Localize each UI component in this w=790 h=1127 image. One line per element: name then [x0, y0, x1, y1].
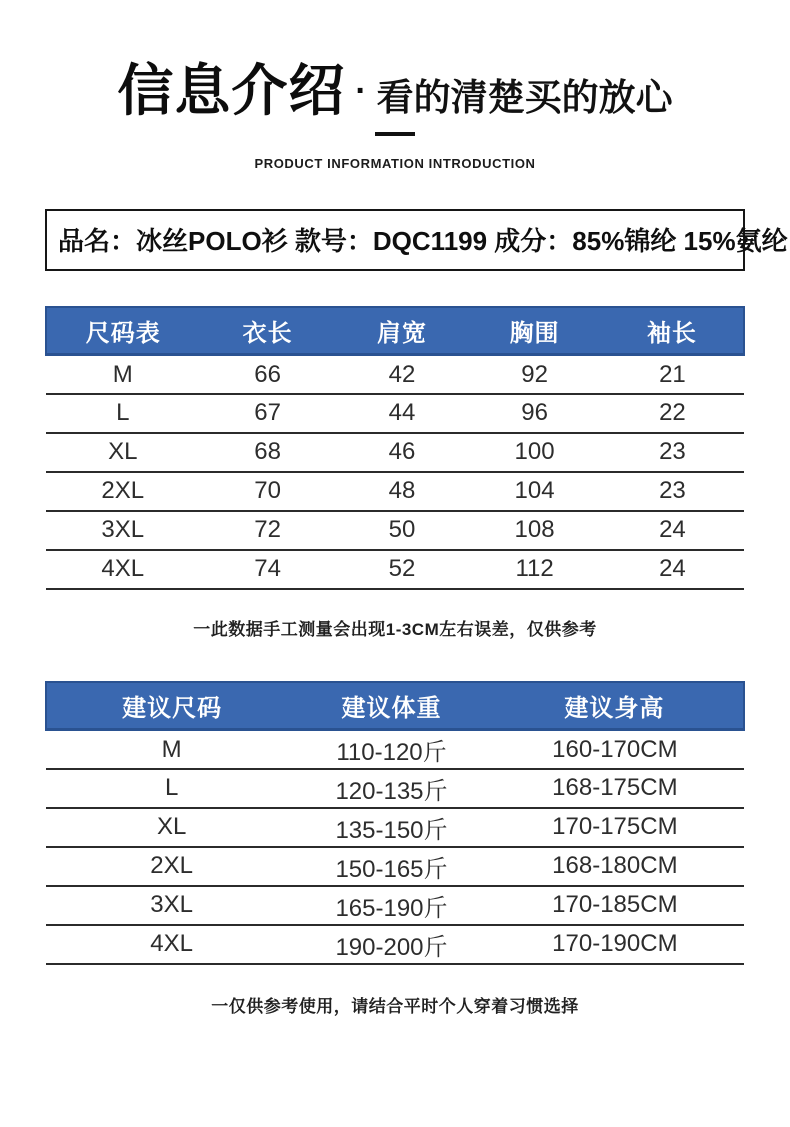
table-cell: 48: [336, 472, 469, 511]
title-main: 信息介绍: [117, 59, 346, 122]
table-cell: M: [46, 730, 297, 769]
table-cell: 70: [200, 472, 336, 511]
size-table-header-row: [46, 307, 744, 355]
product-info-text: 品名：冰丝POLO衫 款号：DQC1199 成分：85%锦纶 15%氨纶: [58, 226, 788, 257]
table-cell: 66: [200, 355, 336, 394]
table-cell: 104: [468, 472, 601, 511]
table-row: [46, 472, 744, 511]
table-cell: 24: [601, 511, 744, 550]
table-cell: 4XL: [46, 925, 297, 964]
column-header: 衣长: [200, 307, 336, 355]
table-cell: 170-190CM: [486, 925, 744, 964]
table-row: [46, 433, 744, 472]
table-cell: 67: [200, 394, 336, 433]
column-header: 建议体重: [297, 682, 485, 730]
table-cell: 46: [336, 433, 469, 472]
table-cell: 3XL: [46, 886, 297, 925]
page-title: [45, 59, 745, 122]
table-cell: 22: [601, 394, 744, 433]
table-row: [46, 355, 744, 394]
table-row: [46, 769, 744, 808]
table-cell: 150-165斤: [297, 847, 485, 886]
table-cell: 50: [336, 511, 469, 550]
table-cell: 44: [336, 394, 469, 433]
table-cell: 24: [601, 550, 744, 589]
table-row: [46, 847, 744, 886]
suggestion-table-note: 一仅供参考使用，请结合平时个人穿着习惯选择: [211, 996, 579, 1016]
table-cell: M: [46, 355, 200, 394]
table-cell: 23: [601, 433, 744, 472]
table-row: [46, 511, 744, 550]
table-cell: XL: [46, 433, 200, 472]
table-cell: 42: [336, 355, 469, 394]
table-cell: 120-135斤: [297, 769, 485, 808]
table-cell: 2XL: [46, 847, 297, 886]
size-measurement-table: [45, 306, 745, 590]
table-row: [46, 550, 744, 589]
subtitle-english: PRODUCT INFORMATION INTRODUCTION: [254, 155, 536, 171]
column-header: 建议身高: [486, 682, 744, 730]
table-row: [46, 925, 744, 964]
suggestion-table-header-row: [46, 682, 744, 730]
title-underline-bar: [375, 132, 415, 136]
table-cell: L: [46, 769, 297, 808]
column-header: 肩宽: [336, 307, 469, 355]
table-cell: 170-185CM: [486, 886, 744, 925]
table-cell: XL: [46, 808, 297, 847]
table-cell: L: [46, 394, 200, 433]
product-info-box: [45, 209, 788, 271]
table-cell: 165-190斤: [297, 886, 485, 925]
table-cell: 23: [601, 472, 744, 511]
table-cell: 112: [468, 550, 601, 589]
table-row: [46, 808, 744, 847]
column-header: 建议尺码: [46, 682, 297, 730]
size-table-note: 一此数据手工测量会出现1-3CM左右误差，仅供参考: [193, 619, 597, 639]
table-cell: 68: [200, 433, 336, 472]
size-suggestion-table: [45, 681, 745, 965]
column-header: 尺码表: [46, 307, 200, 355]
table-cell: 52: [336, 550, 469, 589]
table-row: [46, 886, 744, 925]
table-cell: 74: [200, 550, 336, 589]
table-cell: 100: [468, 433, 601, 472]
table-cell: 21: [601, 355, 744, 394]
table-cell: 168-175CM: [486, 769, 744, 808]
table-cell: 108: [468, 511, 601, 550]
table-cell: 92: [468, 355, 601, 394]
table-cell: 168-180CM: [486, 847, 744, 886]
title-dot-separator: ·: [355, 71, 367, 110]
product-info-page: [45, 59, 788, 1017]
table-row: [46, 730, 744, 769]
table-cell: 110-120斤: [297, 730, 485, 769]
table-cell: 135-150斤: [297, 808, 485, 847]
table-cell: 2XL: [46, 472, 200, 511]
table-cell: 3XL: [46, 511, 200, 550]
table-cell: 96: [468, 394, 601, 433]
title-tagline: 看的清楚买的放心: [376, 77, 673, 119]
column-header: 袖长: [601, 307, 744, 355]
table-cell: 4XL: [46, 550, 200, 589]
table-cell: 190-200斤: [297, 925, 485, 964]
table-cell: 170-175CM: [486, 808, 744, 847]
column-header: 胸围: [468, 307, 601, 355]
table-row: [46, 394, 744, 433]
table-cell: 72: [200, 511, 336, 550]
table-cell: 160-170CM: [486, 730, 744, 769]
